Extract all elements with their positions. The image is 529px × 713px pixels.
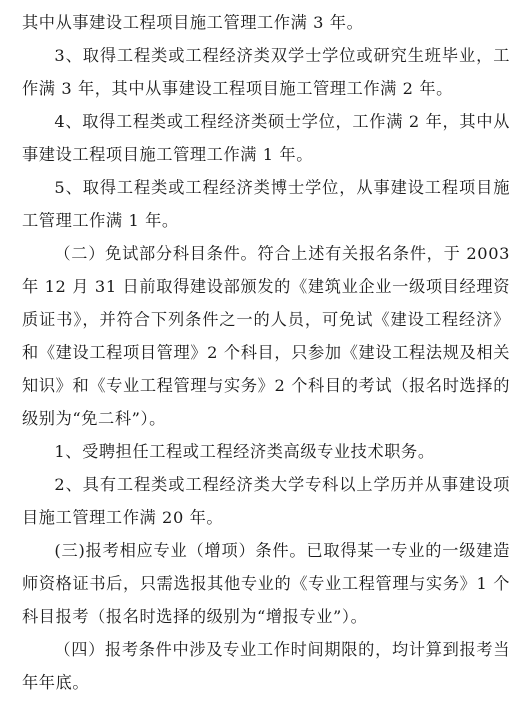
paragraph-condition-3: 3、取得工程类或工程经济类双学士学位或研究生班毕业，工作满 3 年，其中从事建设工程项目施工管理工作满 2 年。 (22, 46, 510, 98)
paragraph-exemption-2: 2、具有工程类或工程经济类大学专科以上学历并从事建设项目施工管理工作满 20 年。 (22, 475, 510, 527)
document-body (22, 6, 510, 699)
paragraph-exemption-section: （二）免试部分科目条件。符合上述有关报名条件，于 2003 年 12 月 31 日前取得建设部颁发的《建筑业企业一级项目经理资质证书》，并符合下列条件之一的人员，可免试《建设工程经济》和《建设工程项目管理》2 个科目，只参加《建设工程法规及相关知识》和《专业工程管理与实务》2 个科目的考试（报名时选择的级别为“免二科”）。 (22, 244, 510, 428)
paragraph-exemption-1: 1、受聘担任工程或工程经济类高级专业技术职务。 (54, 442, 435, 461)
paragraph-additional-specialty: (三)报考相应专业（增项）条件。已取得某一专业的一级建造师资格证书后，只需选报其他专业的《专业工程管理与实务》1 个科目报考（报名时选择的级别为“增报专业”）。 (22, 541, 510, 626)
paragraph-time-calculation: （四）报考条件中涉及专业工作时间期限的，均计算到报考当年年底。 (22, 640, 510, 692)
paragraph-condition-5: 5、取得工程类或工程经济类博士学位，从事建设工程项目施工管理工作满 1 年。 (22, 178, 510, 230)
paragraph-continuation: 其中从事建设工程项目施工管理工作满 3 年。 (22, 13, 364, 32)
paragraph-condition-4: 4、取得工程类或工程经济类硕士学位，工作满 2 年，其中从事建设工程项目施工管理工作满 1 年。 (22, 112, 510, 164)
